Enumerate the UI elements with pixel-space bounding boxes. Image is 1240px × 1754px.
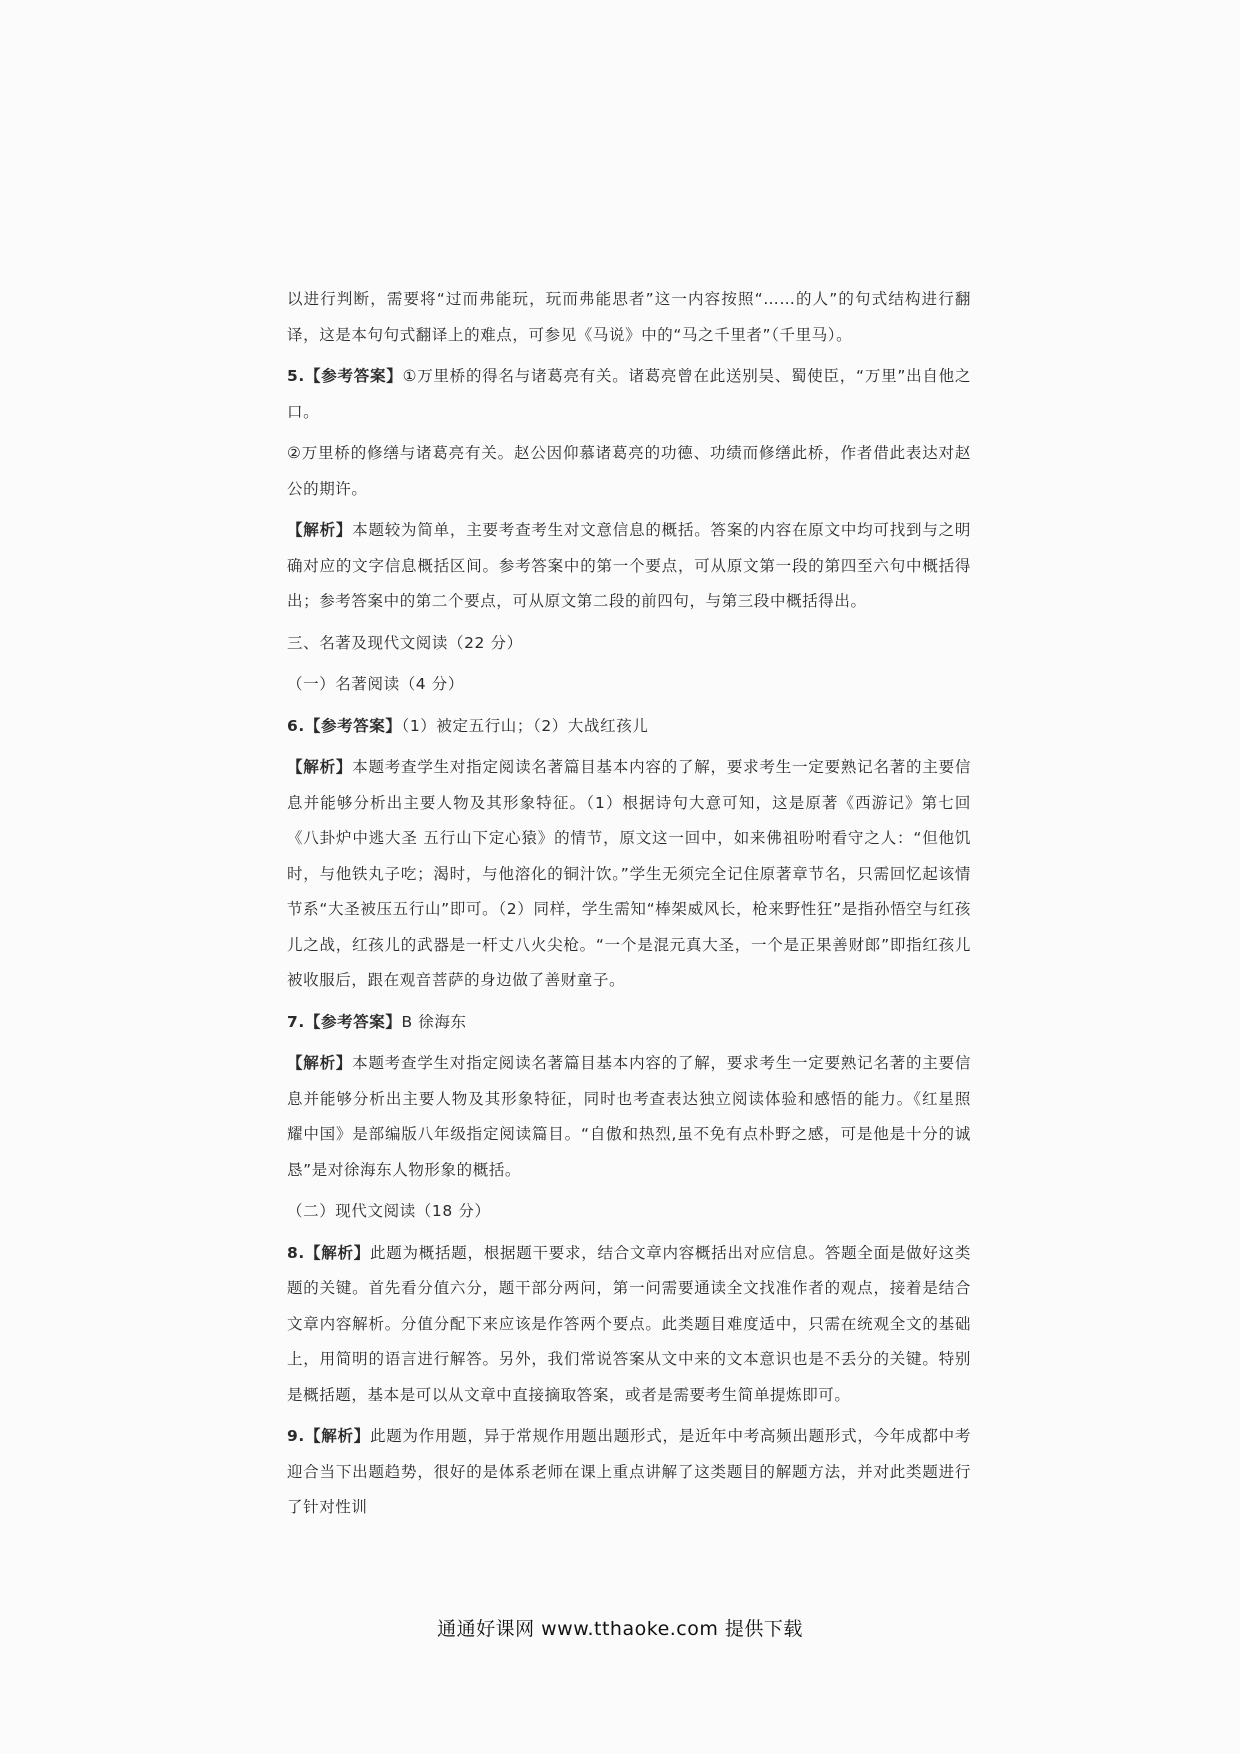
paragraph-text: 本题考查学生对指定阅读名著篇目基本内容的了解，要求考生一定要熟记名著的主要信息并能够分析出主要人物及其形象特征，同时也考查表达独立阅读体验和感悟的能力。《红星照耀中国》是部编版八年级指定阅读篇目。“自傲和热烈,虽不免有点朴野之感，可是他是十分的诚恳”是对徐海东人物形象的概括。 bbox=[287, 1054, 971, 1179]
paragraph-text: 此题为作用题，异于常规作用题出题形式，是近年中考高频出题形式，今年成都中考迎合当下出题趋势，很好的是体系老师在课上重点讲解了这类题目的解题方法，并对此类题进行了针对性训 bbox=[287, 1427, 972, 1516]
section-heading-classics bbox=[287, 667, 971, 703]
section-heading-part3 bbox=[287, 626, 971, 662]
paragraph-text: 此题为概括题，根据题干要求，结合文章内容概括出对应信息。答题全面是做好这类题的关键。首先看分值六分，题干部分两问，第一问需要通读全文找准作者的观点，接着是结合文章内容解析。分值分配下来应该是作答两个要点。此类题目难度适中，只需在统观全文的基础上，用简明的语言进行解答。另外，我们常说答案从文中来的文本意识也是不丢分的关键。特别是概括题，基本是可以从文章中直接摘取答案，或者是需要考生简单提炼即可。 bbox=[287, 1243, 972, 1404]
answer-text-body bbox=[287, 282, 971, 1532]
paragraph-text: B 徐海东 bbox=[401, 1012, 467, 1031]
paragraph-text: ②万里桥的修缮与诸葛亮有关。赵公因仰慕诸葛亮的功德、功绩而修缮此桥，作者借此表达对赵公的期许。 bbox=[287, 444, 971, 498]
paragraph-lead: 【解析】 bbox=[287, 521, 353, 539]
paragraph-q8-analysis bbox=[287, 1236, 971, 1414]
paragraph-lead: 5.【参考答案】 bbox=[287, 367, 403, 385]
paragraph-lead: 6.【参考答案】 bbox=[287, 716, 402, 735]
paragraph-text: 以进行判断，需要将“过而弗能玩，玩而弗能思者”这一内容按照“……的人”的句式结构进行翻译，这是本句句式翻译上的难点，可参见《马说》中的“马之千里者”（千里马）。 bbox=[287, 290, 971, 344]
paragraph-text: 三、名著及现代文阅读（22 分） bbox=[287, 633, 523, 652]
paragraph-text: 本题较为简单，主要考查考生对文意信息的概括。答案的内容在原文中均可找到与之明确对应的文字信息概括区间。参考答案中的第一个要点，可从原文第一段的第四至六句中概括得出；参考答案中的第二个要点，可从原文第二段的前四句，与第三段中概括得出。 bbox=[287, 521, 971, 610]
paragraph-q6-analysis bbox=[287, 750, 971, 999]
paragraph-text: （一）名著阅读（4 分） bbox=[287, 675, 464, 693]
paragraph-intro-translation bbox=[287, 282, 971, 353]
paragraph-lead: 9.【解析】 bbox=[287, 1427, 371, 1445]
paragraph-text: （1）被定五行山；（2）大战红孩儿 bbox=[401, 716, 649, 735]
paragraph-q9-analysis bbox=[287, 1419, 971, 1526]
download-source-footer: 通通好课网 www.tthaoke.com 提供下载 bbox=[437, 1618, 803, 1640]
paragraph-text: 本题考查学生对指定阅读名著篇目基本内容的了解，要求考生一定要熟记名著的主要信息并能够分析出主要人物及其形象特征。（1）根据诗句大意可知，这是原著《西游记》第七回《八卦炉中逃大圣 五行山下定心猿》的情节，原文这一回中，如来佛祖吩咐看守之人：“但他饥时，与他铁丸子吃；渴时，与他溶化的铜汁饮。”学生无须完全记住原著章节名，只需回忆起该情节系“大圣被压五行山”即可。（2）同样，学生需知“棒架威风长，枪来野性狂”是指孙悟空与红孩儿之战，红孩儿的武器是一杆丈八火尖枪。“一个是混元真大圣，一个是正果善财郎”即指红孩儿被收服后，跟在观音菩萨的身边做了善财童子。 bbox=[287, 758, 971, 989]
paragraph-lead: 8.【解析】 bbox=[287, 1243, 371, 1262]
paragraph-q6-answer bbox=[287, 709, 971, 745]
paragraph-q7-analysis bbox=[287, 1046, 971, 1188]
paragraph-q5-answer-1 bbox=[287, 359, 971, 430]
paragraph-text: （二）现代文阅读（18 分） bbox=[287, 1202, 491, 1220]
paragraph-lead: 7.【参考答案】 bbox=[287, 1012, 402, 1031]
section-heading-modern-reading bbox=[287, 1194, 971, 1230]
paragraph-q7-answer bbox=[287, 1005, 971, 1041]
paragraph-q5-answer-2 bbox=[287, 436, 971, 507]
paragraph-text: ①万里桥的得名与诸葛亮有关。诸葛亮曾在此送别吴、蜀使臣，“万里”出自他之口。 bbox=[287, 367, 971, 421]
paragraph-q5-analysis bbox=[287, 513, 971, 620]
paragraph-lead: 【解析】 bbox=[287, 758, 353, 776]
paragraph-lead: 【解析】 bbox=[287, 1054, 353, 1072]
